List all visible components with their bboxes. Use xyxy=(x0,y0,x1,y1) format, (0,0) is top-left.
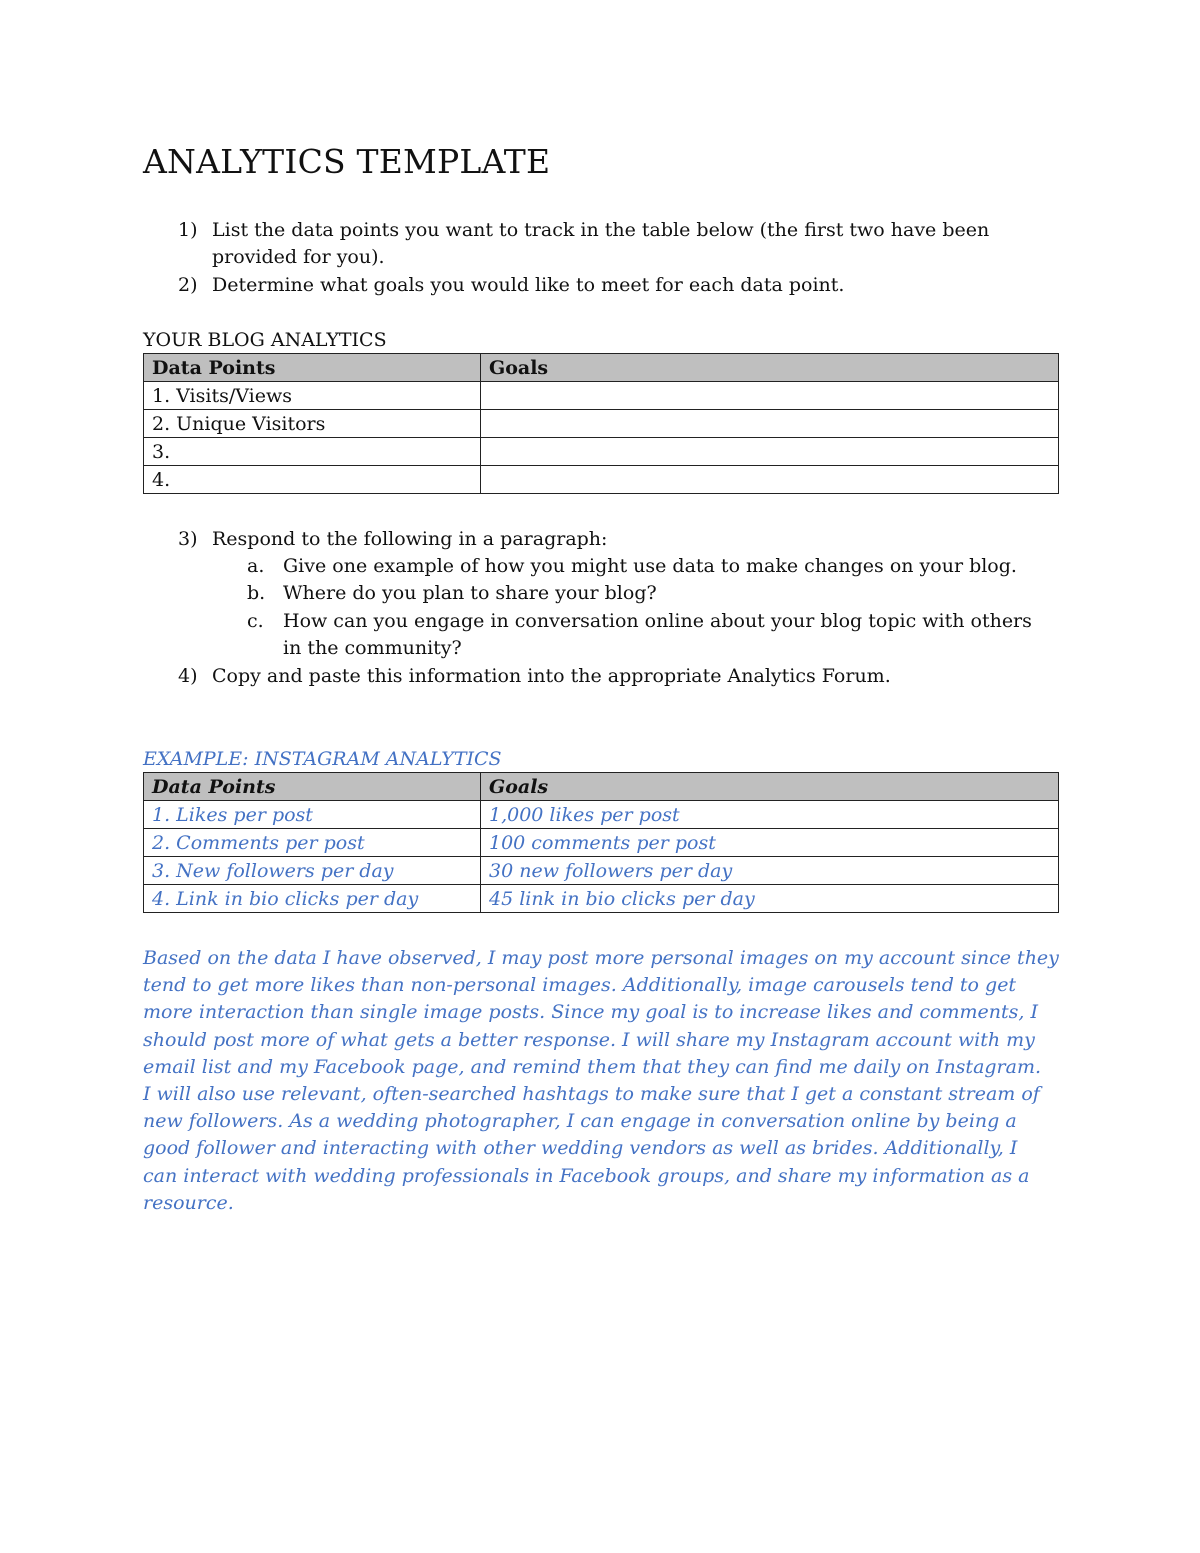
column-header: Data Points xyxy=(144,773,481,801)
blog-analytics-table xyxy=(143,353,1059,494)
table-cell: 3. New followers per day xyxy=(144,857,481,885)
paragraph-line: can interact with wedding professionals in Facebook groups, and share my information as a xyxy=(143,1164,1030,1187)
paragraph-line: tend to get more likes than non-personal images. Additionally, image carousels tend to get xyxy=(143,974,1017,997)
table-cell: 2. Comments per post xyxy=(144,829,481,857)
sublist-letter: a. xyxy=(247,555,265,577)
list-number: 3) xyxy=(178,528,198,550)
list-number: 4) xyxy=(178,665,198,687)
paragraph-line: I will also use relevant, often-searched hashtags to make sure that I get a constant stream of xyxy=(143,1083,1040,1106)
list-item-text: provided for you). xyxy=(212,246,385,268)
column-header: Goals xyxy=(481,773,1059,801)
table-cell[interactable]: 2. Unique Visitors xyxy=(144,410,481,438)
table-row xyxy=(144,857,1059,885)
paragraph-line: email list and my Facebook page, and remind them that they can find me daily on Instagram. xyxy=(143,1055,1042,1078)
example-paragraph xyxy=(143,945,1063,1217)
table-cell[interactable] xyxy=(481,382,1059,410)
table-cell: 100 comments per post xyxy=(481,829,1059,857)
sublist-item-text: How can you engage in conversation online about your blog topic with others xyxy=(283,610,1032,632)
paragraph-line: Based on the data I have observed, I may post more personal images on my account since they xyxy=(143,947,1059,969)
paragraph-line: more interaction than single image posts. Since my goal is to increase likes and comments, I xyxy=(143,1001,1038,1024)
table-cell: 30 new followers per day xyxy=(481,857,1059,885)
sublist-item-text: Where do you plan to share your blog? xyxy=(283,582,657,604)
list-item-text: Determine what goals you would like to meet for each data point. xyxy=(212,274,845,296)
table-cell[interactable]: 4. xyxy=(144,466,481,494)
list-item-text: Copy and paste this information into the appropriate Analytics Forum. xyxy=(212,665,891,687)
table-row xyxy=(144,438,1059,466)
table-cell[interactable]: 3. xyxy=(144,438,481,466)
table-row xyxy=(144,382,1059,410)
list-number: 2) xyxy=(178,274,198,296)
table-cell[interactable] xyxy=(481,410,1059,438)
table-row xyxy=(144,885,1059,913)
table-cell: 4. Link in bio clicks per day xyxy=(144,885,481,913)
table-row xyxy=(144,829,1059,857)
list-number: 1) xyxy=(178,219,198,241)
table-cell: 1. Likes per post xyxy=(144,801,481,829)
paragraph-line: resource. xyxy=(143,1191,234,1214)
paragraph-line: good follower and interacting with other wedding vendors as well as brides. Additionally, I xyxy=(143,1137,1018,1160)
column-header: Data Points xyxy=(144,354,481,382)
example-analytics-table xyxy=(143,772,1059,913)
table-row xyxy=(144,410,1059,438)
table-header-row xyxy=(144,354,1059,382)
table-row xyxy=(144,801,1059,829)
sublist-letter: b. xyxy=(247,582,266,604)
table-cell[interactable]: 1. Visits/Views xyxy=(144,382,481,410)
table-cell[interactable] xyxy=(481,438,1059,466)
column-header: Goals xyxy=(481,354,1059,382)
list-item-text: List the data points you want to track in the table below (the first two have been xyxy=(212,219,990,241)
sublist-item-text: in the community? xyxy=(283,637,462,659)
table-cell: 45 link in bio clicks per day xyxy=(481,885,1059,913)
blog-table-label: YOUR BLOG ANALYTICS xyxy=(143,329,387,351)
sublist-letter: c. xyxy=(247,610,264,632)
list-item-text: Respond to the following in a paragraph: xyxy=(212,528,608,550)
table-row xyxy=(144,466,1059,494)
page-title: ANALYTICS TEMPLATE xyxy=(143,142,551,181)
table-cell[interactable] xyxy=(481,466,1059,494)
table-header-row xyxy=(144,773,1059,801)
table-cell: 1,000 likes per post xyxy=(481,801,1059,829)
paragraph-line: should post more of what gets a better response. I will share my Instagram account with my xyxy=(143,1028,1035,1051)
paragraph-line: new followers. As a wedding photographer, I can engage in conversation online by being a xyxy=(143,1110,1017,1133)
sublist-item-text: Give one example of how you might use data to make changes on your blog. xyxy=(283,555,1017,577)
example-table-label: EXAMPLE: INSTAGRAM ANALYTICS xyxy=(143,748,502,770)
